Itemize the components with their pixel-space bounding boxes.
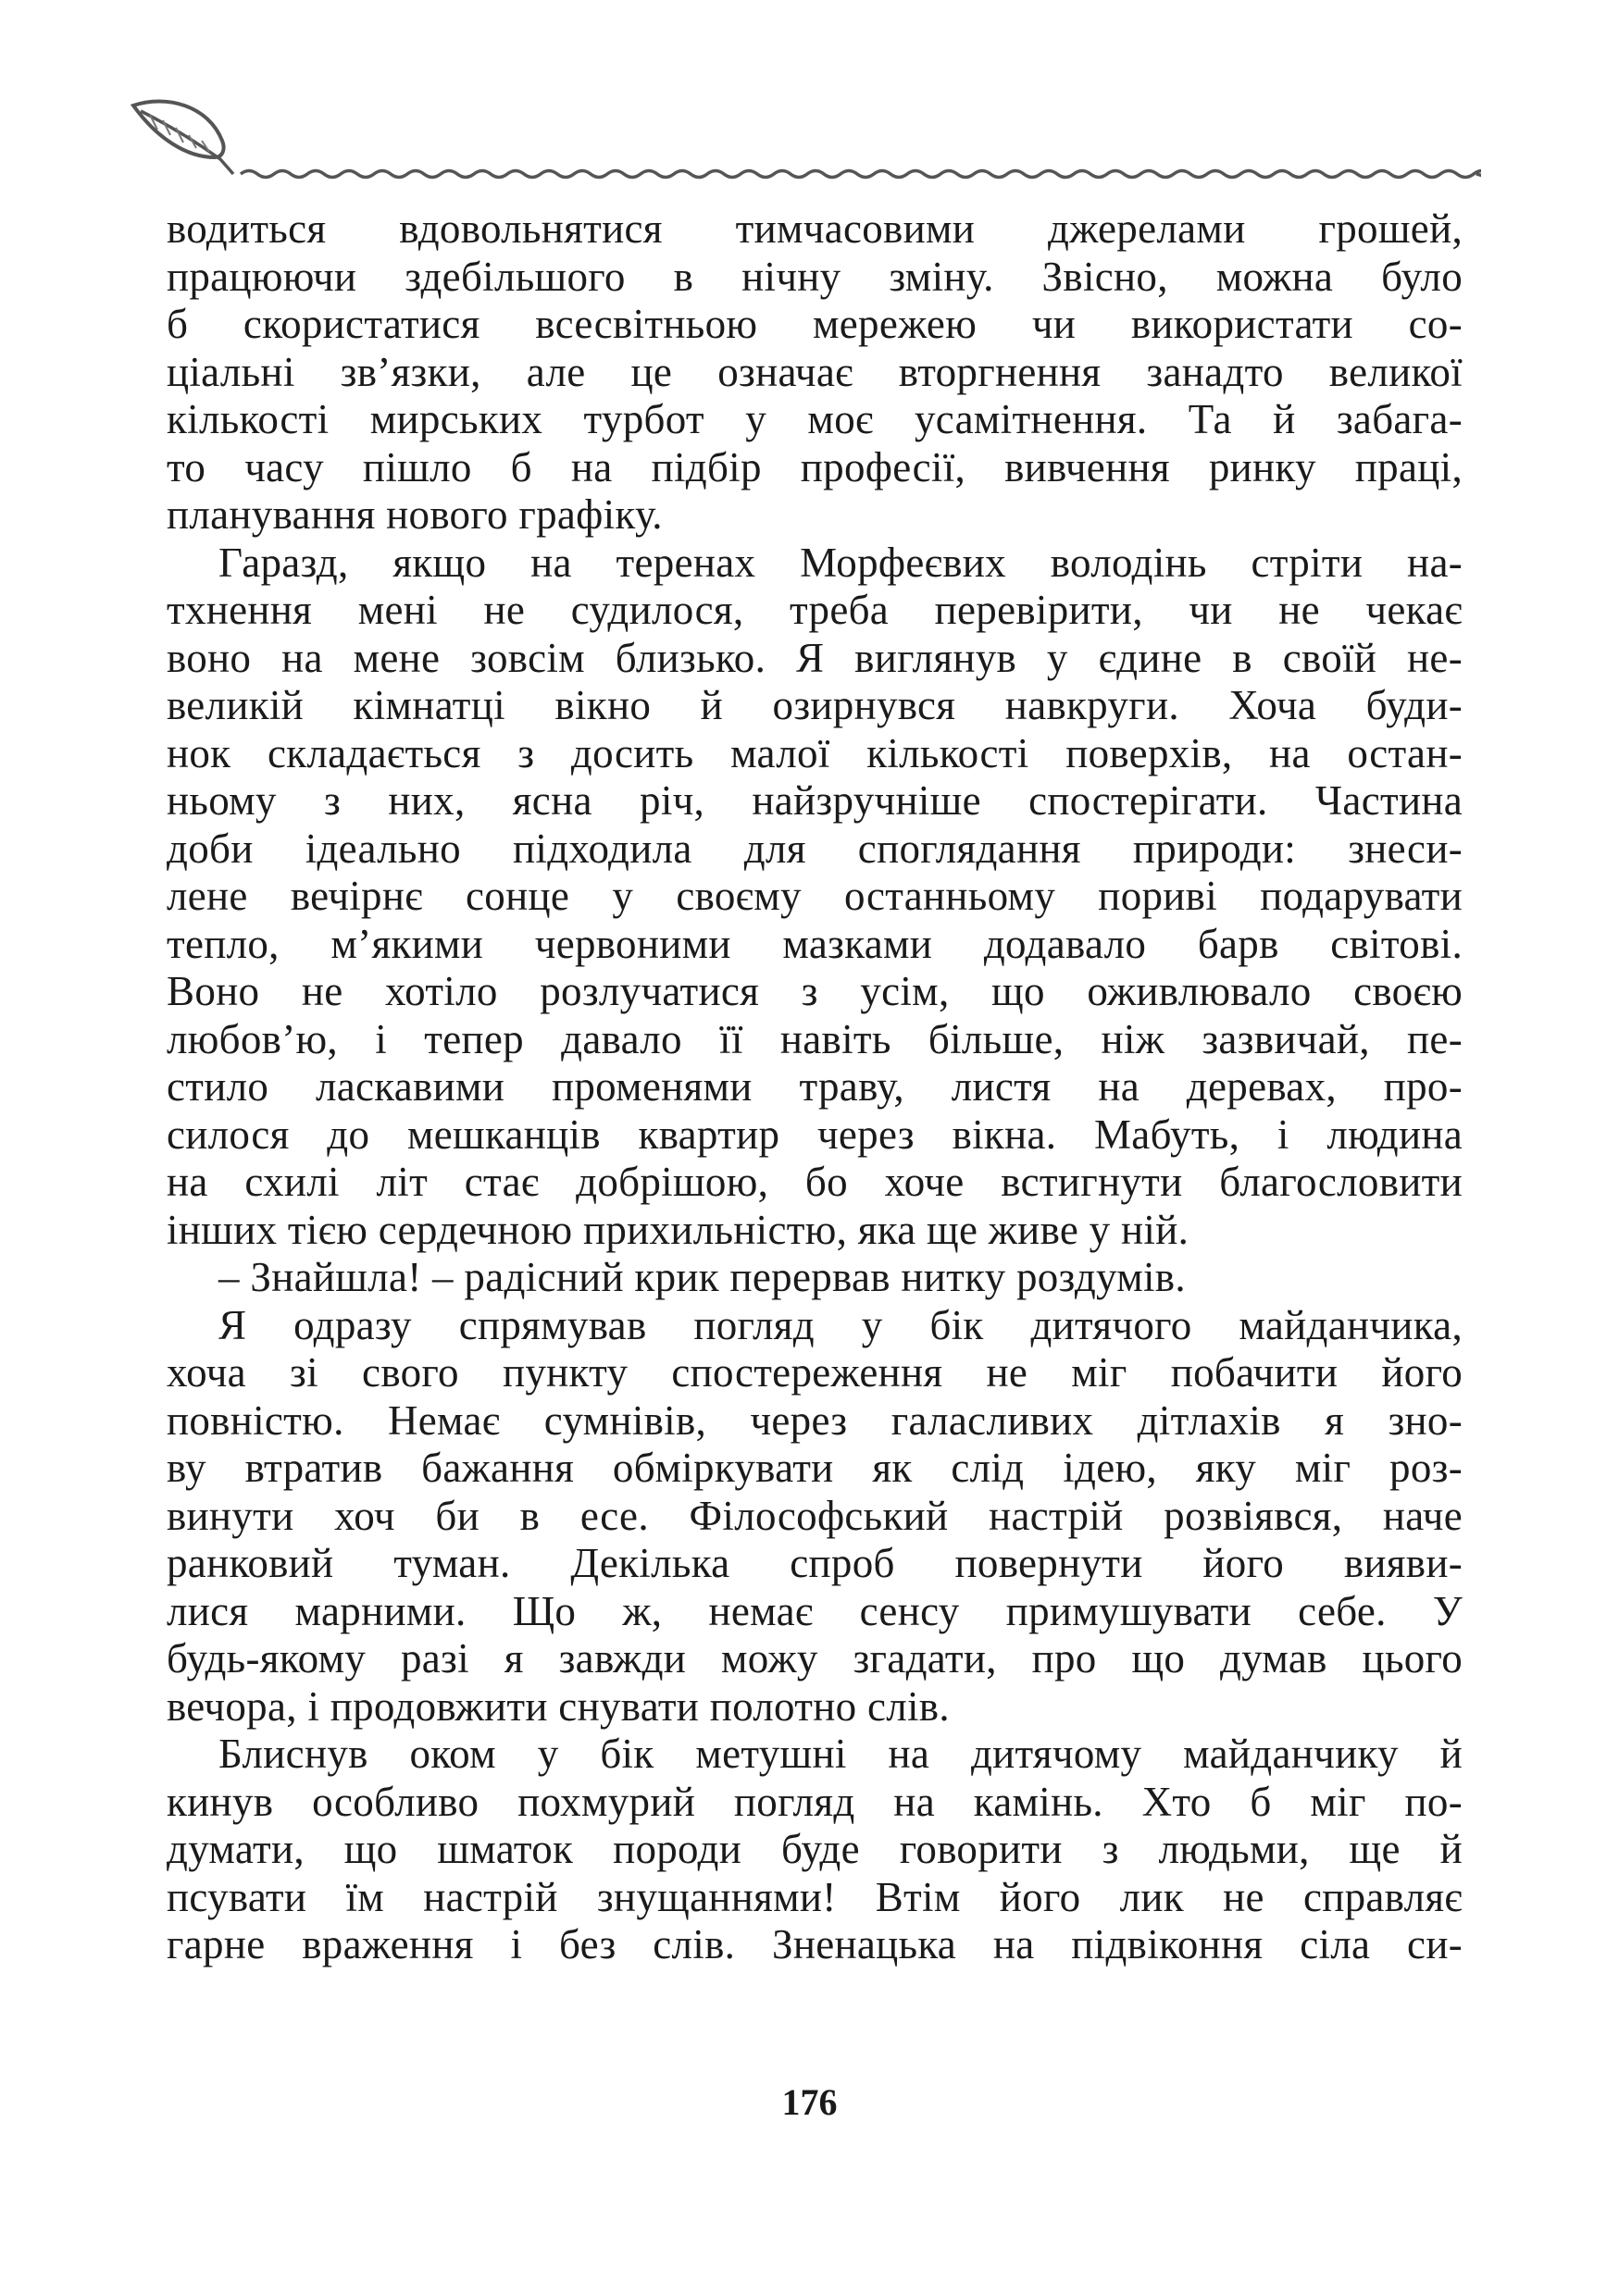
- text-line: гарне враження і без слів. Зненацька на підвіконня сіла си-: [167, 1921, 1463, 1967]
- text-line: планування нового графіку.: [167, 491, 663, 538]
- body-text: [167, 205, 1463, 1969]
- text-line: працюючи здебільшого в нічну зміну. Звісно, можна було: [167, 253, 1463, 300]
- page-number: 176: [781, 2081, 838, 2123]
- text-line: ву втратив бажання обміркувати як слід ідею, яку міг роз-: [167, 1445, 1463, 1491]
- wavy-divider: [241, 171, 1481, 178]
- text-line: думати, що шматок породи буде говорити з людьми, ще й: [167, 1826, 1463, 1872]
- quill-feather-icon: [133, 102, 233, 174]
- text-line: то часу пішло б на підбір професії, вивчення ринку праці,: [167, 443, 1463, 490]
- text-line: водиться вдовольнятися тимчасовими джерелами грошей,: [167, 205, 1463, 252]
- text-line: кількості мирських турбот у моє усамітнення. Та й забага-: [167, 396, 1463, 442]
- text-line: Гаразд, якщо на теренах Морфеєвих володінь стріти на-: [218, 539, 1463, 586]
- text-line: тхнення мені не судилося, треба перевірити, чи не чекає: [167, 587, 1463, 633]
- text-line: лися марними. Що ж, немає сенсу примушувати себе. У: [167, 1587, 1463, 1634]
- paragraph: [167, 1731, 1463, 1969]
- text-line: Я одразу спрямував погляд у бік дитячого майданчика,: [218, 1301, 1463, 1348]
- text-line: ньому з них, ясна річ, найзручніше спостерігати. Частина: [167, 777, 1463, 824]
- paragraph: [167, 1254, 1463, 1302]
- text-line: кинув особливо похмурий погляд на камінь. Хто б міг по-: [167, 1778, 1463, 1825]
- paragraph: [167, 1302, 1463, 1731]
- paragraph: [167, 540, 1463, 1255]
- text-line: вечора, і продовжити снувати полотно слів.: [167, 1682, 950, 1730]
- text-line: тепло, м’якими червоними мазками додавало барв світові.: [167, 920, 1463, 967]
- text-line: лене вечірнє сонце у своєму останньому пориві подарувати: [167, 873, 1463, 919]
- text-line: повністю. Немає сумнівів, через галасливих дітлахів я зно-: [167, 1396, 1463, 1444]
- text-line: на схилі літ стає добрішою, бо хоче встигнути благословити: [167, 1159, 1463, 1205]
- text-line: Воно не хотіло розлучатися з усім, що оживлювало своєю: [167, 968, 1463, 1014]
- text-line: любов’ю, і тепер давало її навіть більше, ніж зазвичай, пе-: [167, 1015, 1463, 1062]
- text-line: ранковий туман. Декілька спроб повернути його вияви-: [167, 1540, 1463, 1586]
- header-ornament: [130, 93, 1481, 194]
- text-line: нок складається з досить малої кількості поверхів, на остан-: [167, 729, 1463, 776]
- text-line: будь-якому разі я завжди можу згадати, про що думав цього: [167, 1635, 1463, 1682]
- text-line: доби ідеально підходила для споглядання природи: знеси-: [167, 825, 1463, 872]
- paragraph: [167, 205, 1463, 540]
- text-line: винути хоч би в есе. Філософський настрій розвіявся, наче: [167, 1492, 1463, 1539]
- text-line: хоча зі свого пункту спостереження не міг побачити його: [167, 1349, 1463, 1396]
- text-line: псувати їм настрій знущаннями! Втім його лик не справляє: [167, 1873, 1463, 1920]
- text-line: воно на мене зовсім близько. Я виглянув у єдине в своїй не-: [167, 634, 1463, 681]
- text-line: Блиснув оком у бік метушні на дитячому майданчику й: [218, 1731, 1463, 1777]
- text-line: – Знайшла! – радісний крик перервав нитку роздумів.: [218, 1254, 1186, 1300]
- text-line: б скористатися всесвітньою мережею чи використати со-: [167, 301, 1463, 347]
- text-line: силося до мешканців квартир через вікна. Мабуть, і людина: [167, 1111, 1463, 1158]
- text-line: інших тією сердечною прихильністю, яка ще живе у ній.: [167, 1206, 1189, 1253]
- text-line: стило ласкавими променями траву, листя на деревах, про-: [167, 1063, 1463, 1110]
- text-line: ціальні зв’язки, але це означає вторгнення занадто великої: [167, 348, 1463, 395]
- text-line: великій кімнатці вікно й озирнувся навкруги. Хоча буди-: [167, 682, 1463, 728]
